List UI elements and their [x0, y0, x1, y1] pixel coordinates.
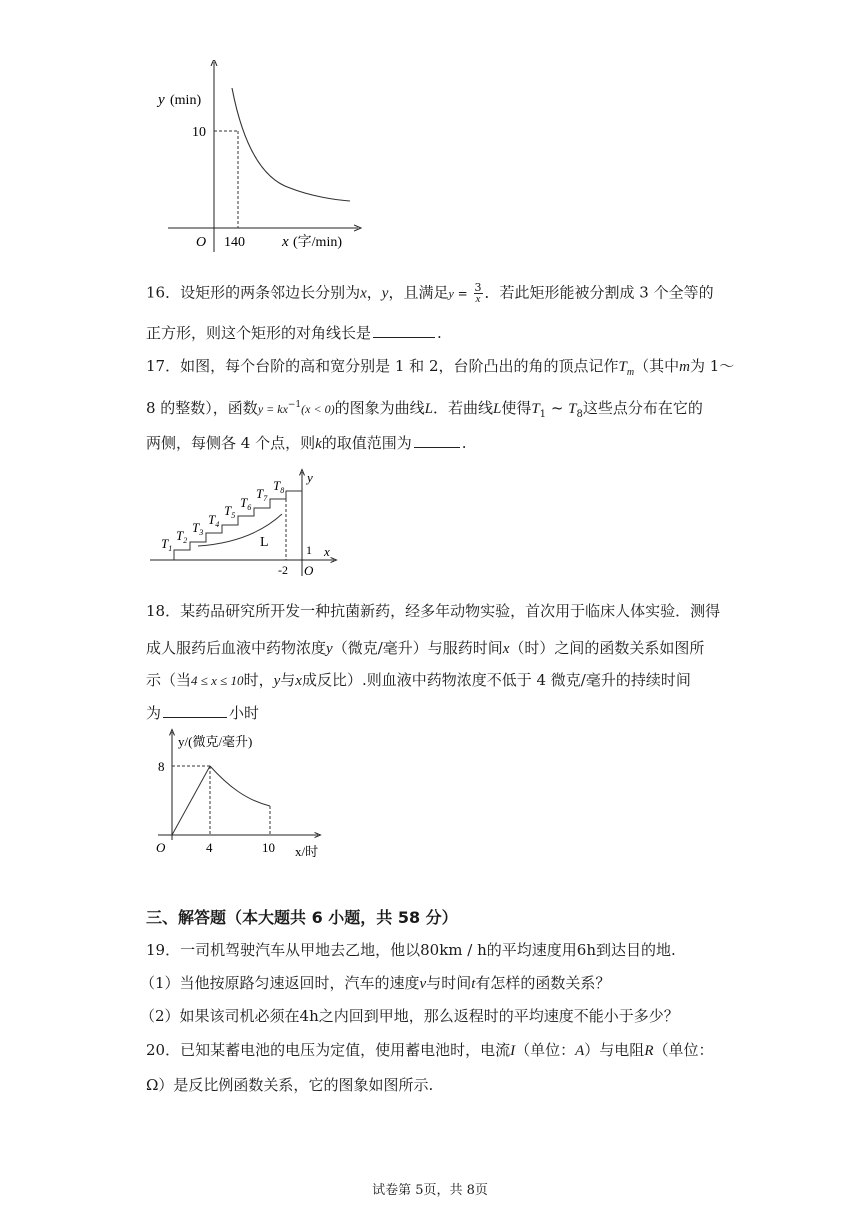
text: 时， [243, 671, 274, 689]
text: （2）如果该司机必须在 [140, 1007, 300, 1025]
text: （单位： [515, 1041, 576, 1059]
var: m [679, 359, 690, 375]
step-label-T3: $T_3$ [192, 520, 204, 537]
neg2-label: -2 [278, 563, 288, 577]
text: 成人服药后血液中药物浓度 [146, 639, 327, 657]
var: x [502, 641, 510, 657]
var-sub: m [626, 367, 635, 378]
question-18-line-2 [146, 638, 704, 659]
text: Ω）是反比例函数关系，它的图象如图所示. [146, 1076, 434, 1094]
var: v [419, 976, 427, 992]
question-17-line-2 [146, 395, 703, 425]
figure-staircase [148, 468, 348, 580]
time: 4h [299, 1007, 319, 1025]
answer-blank[interactable] [163, 703, 227, 718]
question-20-line-2 [146, 1075, 433, 1095]
var: A [575, 1043, 585, 1059]
text: ~ [546, 399, 569, 417]
x-axis-label: x [324, 544, 330, 559]
question-19-line-1 [146, 940, 676, 960]
var: R [644, 1043, 654, 1059]
step-label-T2: $T_2$ [176, 528, 188, 545]
text: （单位： [653, 1041, 714, 1059]
var-sub: 1 [539, 409, 547, 420]
question-18-line-3 [146, 670, 691, 691]
step-label-T1: $T_1$ [161, 536, 173, 553]
origin-label: O [156, 840, 166, 855]
equation-sign: = [453, 286, 472, 301]
fraction [474, 282, 483, 305]
function-exp: −1 [287, 400, 302, 410]
question-17-line-1 [146, 356, 734, 383]
equation-lhs: y [448, 286, 454, 301]
curve-label: L [260, 535, 269, 550]
origin-label: O [304, 563, 314, 578]
fraction-numerator: 3 [474, 281, 482, 294]
text: 的平均速度用 [486, 941, 577, 959]
text: 两侧，每侧各 4 个点，则 [146, 434, 316, 452]
text: （其中 [634, 357, 680, 375]
var: k [315, 436, 322, 452]
y-axis-label: y [307, 470, 313, 485]
one-label: 1 [306, 543, 312, 557]
text: 为 [146, 704, 162, 722]
y-axis-label: y [158, 92, 165, 108]
step-label-T4: $T_4$ [208, 512, 220, 529]
question-number: 19． [146, 941, 181, 959]
var: y [273, 673, 281, 689]
answer-blank[interactable] [414, 433, 460, 448]
function-cond: (x < 0) [301, 402, 335, 416]
text: . [461, 434, 467, 452]
text: 使得 [501, 399, 532, 417]
text: 到达目的地. [596, 941, 676, 959]
text: ，且满足 [388, 283, 449, 302]
step-label-T6: $T_6$ [240, 495, 252, 512]
question-18-line-1 [146, 601, 720, 621]
text: 的取值范围为 [321, 434, 412, 452]
var: T [618, 359, 627, 375]
text: （时）之间的函数关系如图所 [509, 639, 705, 657]
origin-label: O [196, 235, 207, 250]
question-18-line-4 [146, 703, 259, 723]
rising-segment [172, 766, 210, 835]
text: 小时 [229, 704, 260, 722]
var: L [492, 401, 502, 417]
text: 之内回到甲地，那么返程时的平均速度不能小于多少？ [318, 1007, 679, 1025]
question-number: 17． [146, 357, 181, 375]
y-axis-label: y/(微克/毫升) [178, 734, 253, 749]
figure-drug-concentration [148, 728, 338, 863]
x-tick-label: 140 [224, 235, 245, 250]
x-tick-label-4: 4 [206, 840, 213, 855]
question-16-line-2 [146, 323, 442, 343]
x-axis-label: x [282, 234, 289, 250]
text: 示（当 [146, 671, 192, 689]
text: 这些点分布在它的 [582, 399, 703, 417]
text: 与 [280, 671, 296, 689]
var-sub: 8 [576, 409, 583, 420]
step-label-T8: $T_8$ [273, 478, 285, 495]
text: 设矩形的两条邻边长分别为 [180, 283, 361, 302]
speed: 80km / h [420, 941, 487, 959]
var: x [360, 285, 367, 302]
question-16-line-1 [146, 282, 714, 305]
text: 与时间 [426, 974, 472, 992]
step-label-T5: $T_5$ [224, 503, 236, 520]
question-19-sub-1 [140, 973, 610, 994]
var: L [424, 401, 433, 417]
text: 的图象为曲线 [334, 399, 425, 417]
time: 6h [576, 941, 596, 959]
hyperbola-curve [232, 88, 350, 201]
y-tick-label: 10 [192, 125, 206, 140]
text: （微克/毫升）与服药时间 [332, 639, 503, 657]
question-number: 18． [146, 602, 181, 620]
question-number: 20． [146, 1041, 181, 1059]
var: x [295, 673, 302, 689]
x-tick-label-10: 10 [262, 840, 275, 855]
question-20-line-1 [146, 1040, 714, 1061]
page-footer: 试卷第 5页，共 8页 [372, 1183, 488, 1198]
question-19-sub-2 [140, 1006, 679, 1026]
x-axis-unit: (字/min) [293, 235, 342, 250]
text: ．若曲线 [432, 399, 493, 417]
text: 成反比）.则血液中药物浓度不低于 4 微克/毫升的持续时间 [301, 671, 691, 689]
question-number: 16． [146, 283, 181, 302]
text: ）与电阻 [584, 1041, 645, 1059]
fraction-denominator: x [475, 293, 481, 305]
text: ， [366, 283, 382, 302]
condition: 4 ≤ x ≤ 10 [191, 673, 244, 688]
var: t [471, 976, 476, 992]
text: 为 1～ [689, 357, 735, 375]
text: 一司机驾驶汽车从甲地去乙地，他以 [180, 941, 421, 959]
inverse-curve [210, 766, 270, 806]
text: 某药品研究所开发一种抗菌新药，经多年动物实验，首次用于临床人体实验．测得 [180, 602, 721, 620]
step-label-T7: $T_7$ [256, 486, 268, 503]
text: 已知某蓄电池的电压为定值，使用蓄电池时，电流 [180, 1041, 511, 1059]
text: （1）当他按原路匀速返回时，汽车的速度 [140, 974, 420, 992]
x-axis-label: x/时 [295, 844, 319, 859]
function: y = kx [257, 402, 288, 416]
y-tick-label: 8 [158, 759, 165, 774]
text: . [437, 324, 442, 342]
text: 8 的整数），函数 [146, 399, 258, 417]
y-axis-unit: (min) [170, 93, 202, 108]
figure-reading-speed-graph [150, 60, 370, 260]
text: 如图，每个台阶的高和宽分别是 1 和 2，台阶凸出的角的顶点记作 [180, 357, 619, 375]
var: I [510, 1043, 516, 1059]
var: y [326, 641, 333, 657]
var: y [381, 285, 389, 302]
var: T [568, 401, 577, 417]
question-17-line-3 [146, 433, 467, 454]
text: 正方形，则这个矩形的对角线长是 [146, 324, 372, 342]
text: 有怎样的函数关系？ [475, 974, 611, 992]
text: ．若此矩形能被分割成 3 个全等的 [484, 283, 714, 302]
answer-blank[interactable] [373, 323, 435, 338]
var: T [531, 401, 540, 417]
section-heading: 三、解答题（本大题共 6 小题，共 58 分） [146, 908, 458, 927]
